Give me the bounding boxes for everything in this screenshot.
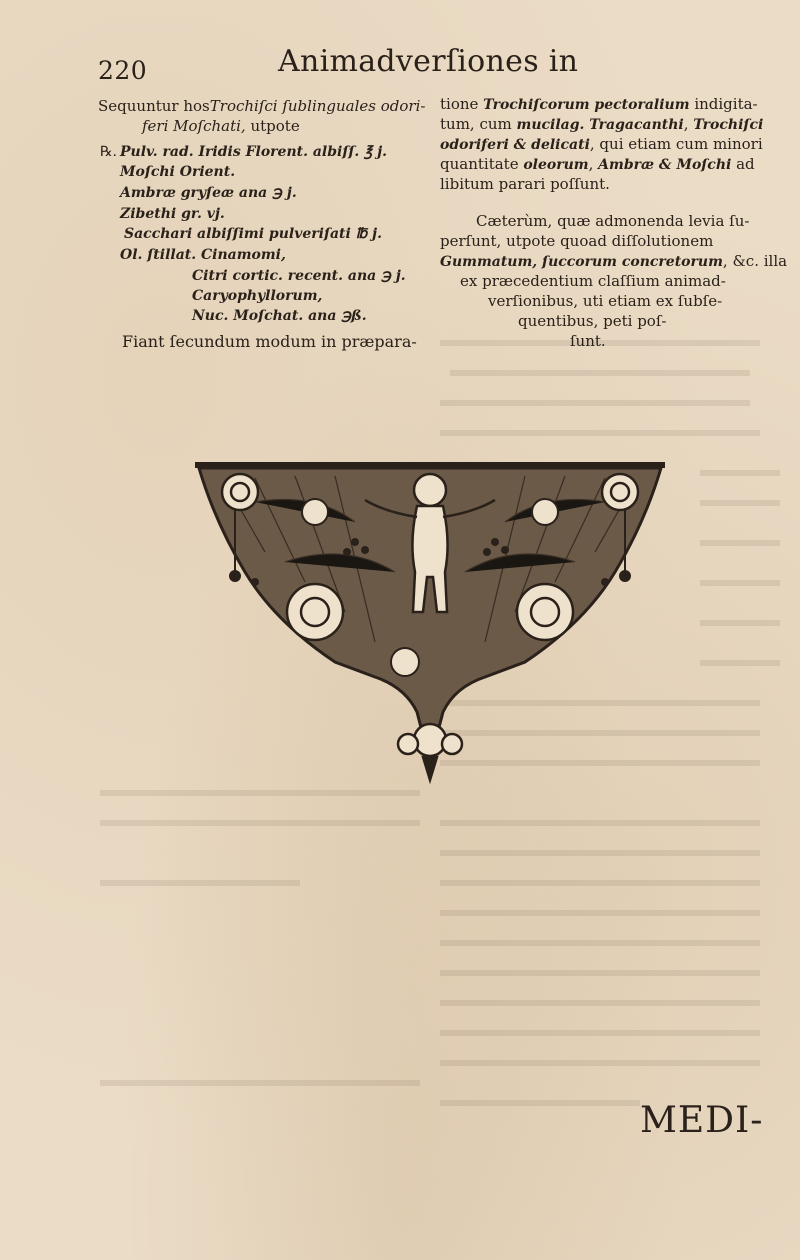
text-run: , (588, 155, 599, 173)
ingredient: Sacchari albiſſimi pulveriſati ℔ j. (124, 226, 382, 242)
text-run: , &c. illa (722, 252, 788, 270)
text-run: , qui etiam cum minori (589, 135, 763, 153)
ingredient: Ol. ſtillat. Cinamomi, (120, 247, 286, 263)
ingredient: Moſchi Orient. (120, 164, 236, 180)
para2-line (460, 271, 726, 291)
italic-text-run: Ambræ & Moſchi (598, 157, 732, 173)
closing-line: Fiant ſecundum modum in præpara- (122, 332, 417, 351)
para1-line (440, 154, 755, 175)
recipe-symbol: ℞. (100, 144, 118, 160)
catchword: MEDI- (640, 1100, 764, 1141)
para2-line (488, 291, 722, 311)
text-run: indigita- (689, 95, 758, 113)
ingredient: Zibethi gr. vj. (120, 206, 225, 222)
intro-text: Sequuntur hos (98, 97, 210, 115)
para2-line (518, 311, 666, 331)
italic-text-run: Gummatum, ſuccorum concretorum (440, 254, 723, 270)
ingredient: Ambræ gryſeæ ana ℈ j. (120, 185, 297, 201)
text-run: tione (440, 95, 484, 113)
intro-tail: utpote (245, 117, 300, 135)
para1-line (440, 94, 758, 115)
italic-text-run: mucilag. Tragacanthi (516, 117, 684, 133)
para2-line (476, 211, 749, 231)
page-number: 220 (98, 56, 148, 85)
text-run: ſunt. (570, 332, 606, 350)
para2-line (440, 231, 713, 251)
text-run: tum, cum (440, 115, 517, 133)
para1-line (440, 114, 763, 135)
running-title: Animadverſiones in (278, 44, 579, 79)
para1-line (440, 134, 763, 155)
para1-line (440, 174, 610, 194)
text-run: ad (731, 155, 755, 173)
para2-line (570, 331, 606, 351)
ingredient: Citri cortic. recent. ana ℈ j. (192, 268, 406, 284)
italic-text-run: oleorum (523, 157, 589, 173)
italic-text-run: odoriferi & delicati (440, 137, 590, 153)
ingredient: Caryophyllorum, (192, 288, 323, 304)
text-run: libitum parari poſſunt. (440, 175, 610, 193)
intro-title-part-2: feri Moſchati, (142, 117, 246, 135)
tailpiece-ornament-icon (195, 462, 665, 784)
text-run: verſionibus, uti etiam ex ſubſe- (488, 292, 723, 310)
italic-text-run: Trochiſcorum pectoralium (483, 97, 690, 113)
text-run: quentibus, peti poſ- (518, 312, 667, 330)
text-run: quantitate (440, 155, 524, 173)
ingredient: Nuc. Moſchat. ana ℈ß. (192, 308, 367, 324)
intro-line-2 (142, 116, 300, 136)
intro-title-part-1: Trochiſci ſublinguales odori- (209, 97, 426, 115)
text-run: , (683, 115, 694, 133)
text-run: perſunt, utpote quoad diſſolutionem (440, 232, 714, 250)
text-run: Cæterùm, quæ admonenda levia ſu- (476, 212, 750, 230)
intro-line (98, 96, 425, 116)
text-run: ex præcedentium claſſium animad- (460, 272, 726, 290)
para2-line (440, 251, 787, 272)
italic-text-run: Trochiſci (693, 117, 764, 133)
ingredient: Pulv. rad. Iridis Florent. albiſſ. ℥ j. (120, 144, 388, 160)
